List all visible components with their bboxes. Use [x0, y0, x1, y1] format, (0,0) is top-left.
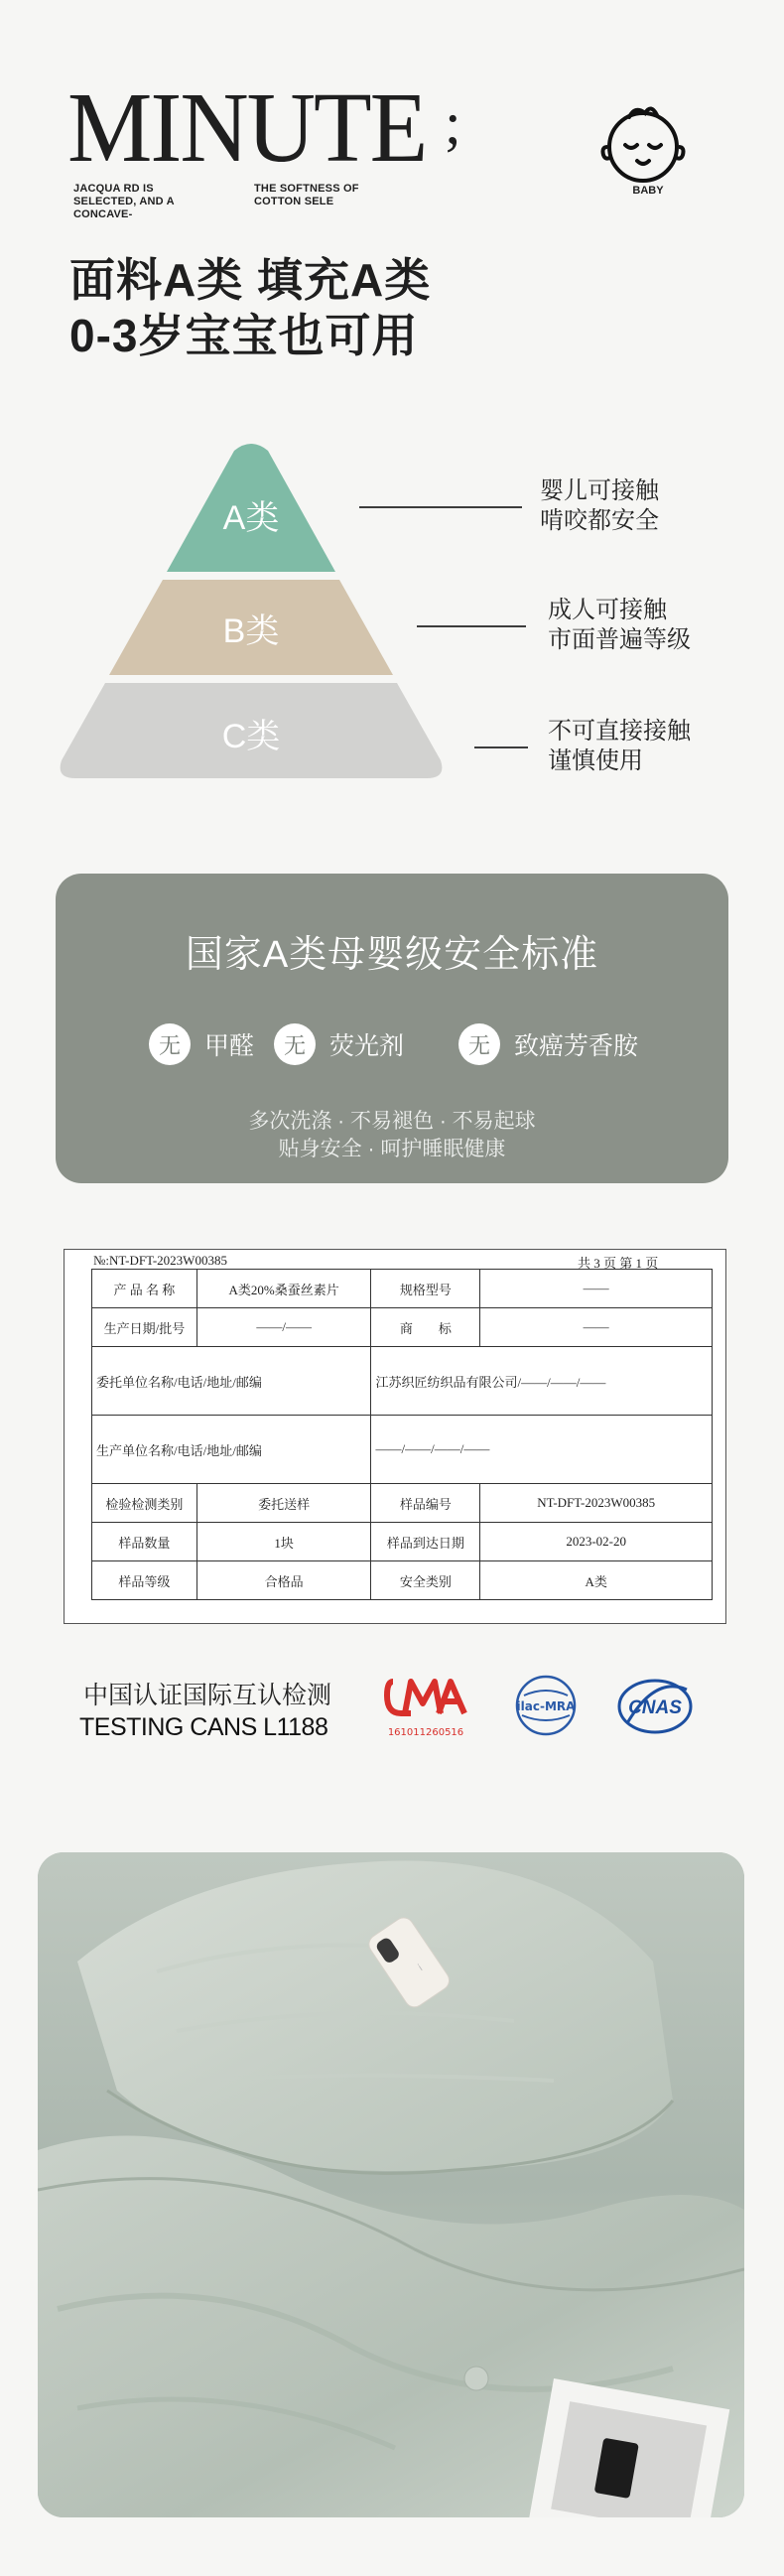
- table-row: 样品等级 合格品 安全类别 A类: [92, 1561, 713, 1600]
- grade-pyramid: [58, 441, 445, 780]
- pyramid-leader-c: [474, 746, 528, 748]
- bedding-photo: [38, 1852, 744, 2517]
- table-row: 生产单位名称/电话/地址/邮编 ——/——/——/——: [92, 1416, 713, 1484]
- cma-logo-icon: [383, 1674, 468, 1739]
- svg-text:i: i: [416, 1963, 426, 1974]
- baby-face-icon: [595, 97, 691, 187]
- badge-mark: 无: [458, 1023, 500, 1065]
- standard-sub-2: 贴身安全 · 呵护睡眠健康: [278, 1138, 506, 1160]
- certificate-table: [91, 1269, 713, 1600]
- badge-no-formaldehyde: 无 甲醛: [149, 1022, 254, 1066]
- grade-c-desc: 不可直接接触 谨慎使用: [548, 718, 691, 774]
- badge-no-fluorescent: 无 荧光剂: [274, 1022, 404, 1066]
- certificate-page: 共 3 页 第 1 页: [578, 1256, 659, 1271]
- svg-text:ilac-MRA: ilac-MRA: [516, 1699, 576, 1713]
- badge-mark: 无: [149, 1023, 191, 1065]
- table-row: 生产日期/批号 ——/—— 商 标 ——: [92, 1308, 713, 1347]
- pyramid-label-a: A类: [222, 499, 280, 537]
- standard-sub-1: 多次洗涤 · 不易褪色 · 不易起球: [248, 1110, 536, 1133]
- table-row: 产 品 名 称 A类20%桑蚕丝素片 规格型号 ——: [92, 1270, 713, 1308]
- pyramid-leader-b: [417, 625, 526, 627]
- badge-mark: 无: [274, 1023, 316, 1065]
- certificate-number: №:NT-DFT-2023W00385: [93, 1253, 227, 1268]
- brand-logo: MINUTE: [67, 70, 427, 184]
- table-row: 样品数量 1块 样品到达日期 2023-02-20: [92, 1523, 713, 1561]
- pyramid-leader-a: [359, 506, 522, 508]
- grade-b-desc: 成人可接触 市面普遍等级: [548, 597, 691, 653]
- cnas-logo-icon: [615, 1674, 695, 1739]
- safety-standard-title: 国家A类母婴级安全标准: [185, 934, 599, 976]
- brand-mark: ;: [445, 90, 461, 156]
- ilac-mra-logo-icon: [514, 1674, 578, 1737]
- pyramid-label-b: B类: [222, 612, 280, 650]
- testing-line-2: TESTING CANS L1188: [79, 1713, 328, 1741]
- grade-a-desc: 婴儿可接触 啃咬都安全: [540, 477, 659, 534]
- badge-no-amine: 无 致癌芳香胺: [458, 1022, 638, 1066]
- table-row: 检验检测类别 委托送样 样品编号 NT-DFT-2023W00385: [92, 1484, 713, 1523]
- tagline-right: THE SOFTNESS OF COTTON SELE: [254, 183, 359, 207]
- headline-line-1: 面料A类 填充A类: [69, 254, 432, 306]
- svg-text:CNAS: CNAS: [628, 1697, 682, 1718]
- testing-line-1: 中国认证国际互认检测: [83, 1682, 332, 1709]
- table-row: 委托单位名称/电话/地址/邮编 江苏织匠纺织品有限公司/——/——/——: [92, 1347, 713, 1416]
- pyramid-label-c: C类: [221, 718, 281, 755]
- tagline-left: JACQUA RD IS SELECTED, AND A CONCAVE-: [73, 183, 175, 220]
- svg-text:161011260516: 161011260516: [387, 1727, 464, 1738]
- baby-label: BABY: [632, 185, 664, 197]
- headline-line-2: 0-3岁宝宝也可用: [69, 310, 419, 361]
